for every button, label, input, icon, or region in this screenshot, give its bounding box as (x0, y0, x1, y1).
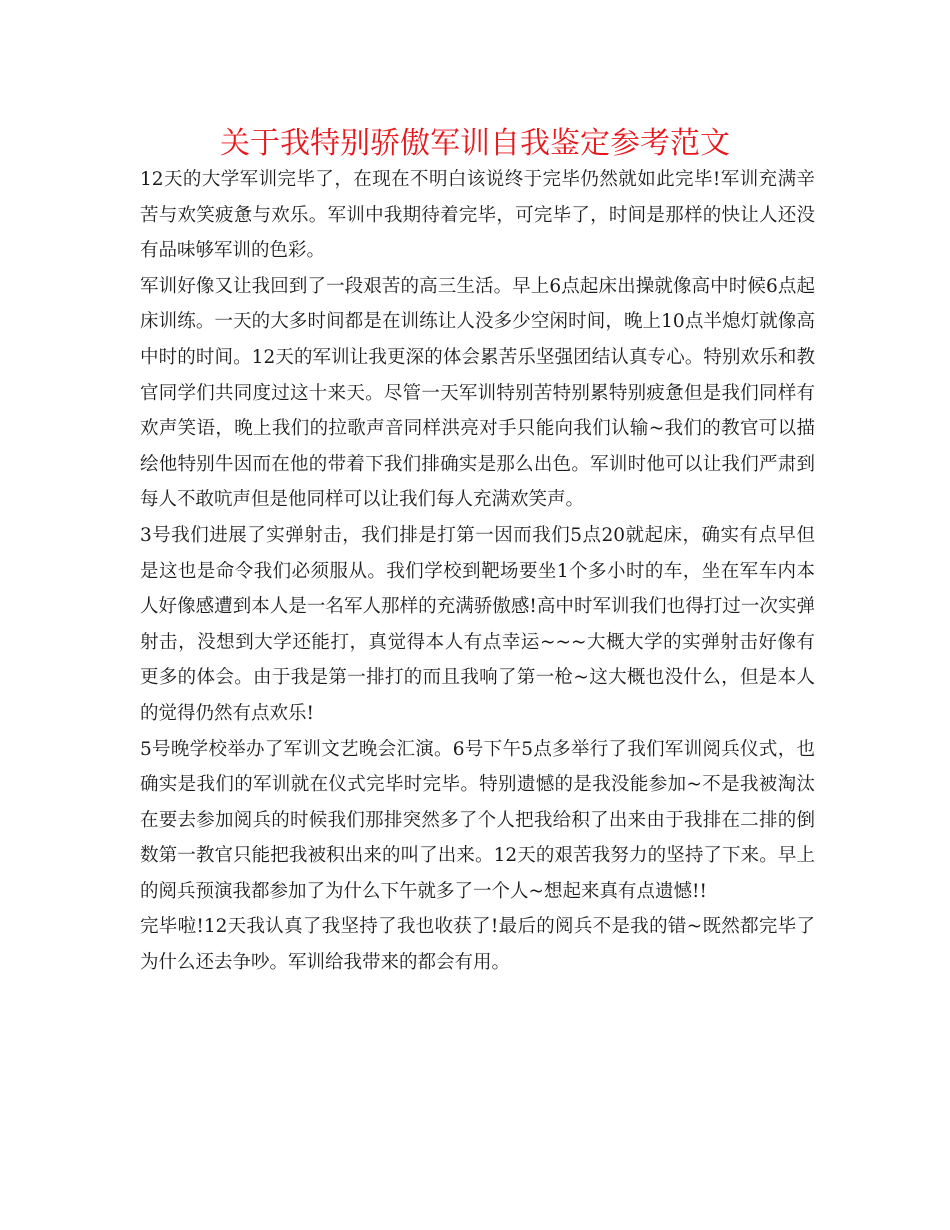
document-body (140, 162, 815, 981)
paragraph-2: 军训好像又让我回到了一段艰苦的高三生活。早上6点起床出操就像高中时候6点起床训练。一天的大多时间都是在训练让人没多少空闲时间，晚上10点半熄灯就像高中时的时间。12天的军训让我更深的体会累苦乐坚强团结认真专心。特别欢乐和教官同学们共同度过这十来天。尽管一天军训特别苦特别累特别疲惫但是我们同样有欢声笑语，晚上我们的拉歌声音同样洪亮对手只能向我们认输~我们的教官可以描绘他特别牛因而在他的带着下我们排确实是那么出色。军训时他可以让我们严肃到每人不敢吭声但是他同样可以让我们每人充满欢笑声。 (140, 275, 815, 511)
paragraph-3: 3号我们进展了实弹射击，我们排是打第一因而我们5点20就起床，确实有点早但是这也是命令我们必须服从。我们学校到靶场要坐1个多小时的车，坐在军车内本人好像感遭到本人是一名军人那样的充满骄傲感!高中时军训我们也得打过一次实弹射击，没想到大学还能打，真觉得本人有点幸运~~~大概大学的实弹射击好像有更多的体会。由于我是第一排打的而且我响了第一枪~这大概也没什么，但是本人的觉得仍然有点欢乐! (140, 524, 815, 724)
paragraph-1: 12天的大学军训完毕了，在现在不明白该说终于完毕仍然就如此完毕!军训充满辛苦与欢笑疲惫与欢乐。军训中我期待着完毕，可完毕了，时间是那样的快让人还没有品味够军训的色彩。 (140, 169, 815, 262)
document-title: 关于我特别骄傲军训自我鉴定参考范文 (220, 126, 730, 161)
paragraph-4: 5号晚学校举办了军训文艺晚会汇演。6号下午5点多举行了我们军训阅兵仪式，也确实是我们的军训就在仪式完毕时完毕。特别遗憾的是我没能参加~不是我被淘汰在要去参加阅兵的时候我们那排突然多了个人把我给积了出来由于我排在二排的倒数第一教官只能把我被积出来的叫了出来。12天的艰苦我努力的坚持了下来。早上的阅兵预演我都参加了为什么下午就多了一个人~想起来真有点遗憾!! (140, 738, 815, 902)
paragraph-5: 完毕啦!12天我认真了我坚持了我也收获了!最后的阅兵不是我的错~既然都完毕了为什么还去争吵。军训给我带来的都会有用。 (140, 916, 815, 974)
